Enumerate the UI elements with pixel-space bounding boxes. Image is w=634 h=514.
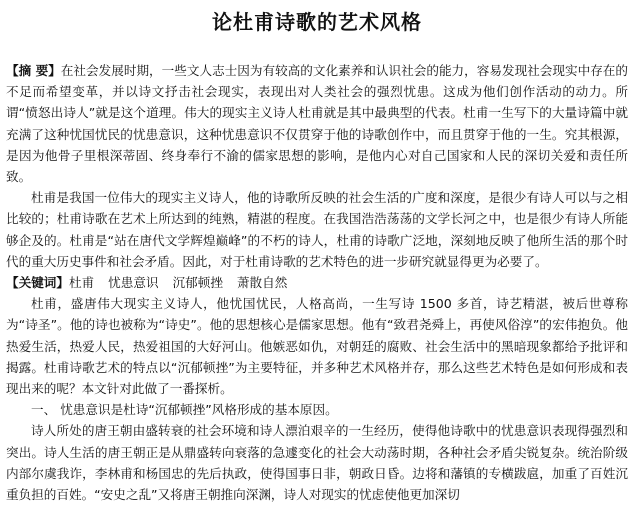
body-paragraph: 诗人所处的唐王朝由盛转衰的社会环境和诗人漂泊艰辛的一生经历，使得他诗歌中的忧患意识表现得强烈和突出。诗人生活的唐王朝正是从鼎盛转向衰落的急遽变化的社会大动荡时期，各种社会矛盾尖锐复杂。统治阶级内部尔虞我诈，李林甫和杨国忠的先后执政，使得国事日非，朝政日昏。边将和藩镇的专横跋扈，加重了百姓沉重负担的百姓。“安史之乱”又将唐王朝推向深渊，诗人对现实的忧虑使他更加深切 (6, 423, 628, 503)
intro-paragraph: 杜甫是我国一位伟大的现实主义诗人，他的诗歌所反映的社会生活的广度和深度，是很少有诗人可以与之相比较的；杜甫诗歌在艺术上所达到的纯熟，精湛的程度。在我国浩浩荡荡的文学长河之中，也是很少有诗人所能够企及的。杜甫是“站在唐代文学辉煌巅峰”的不朽的诗人，杜甫的诗歌广泛地，深刻地反映了他所生活的那个时代的重大历史事件和社会矛盾。因此，对于杜甫诗歌的艺术特色的进一步研究就显得更为必要了。 (6, 190, 628, 269)
abstract-text: 在社会发展时期，一些文人志士因为有较高的文化素养和认识社会的能力，容易发现社会现实中存在的不足而希望变革，并以诗文抒击社会现实，表现出对人类社会的强烈忧患。这成为他们创作活动的动力。所谓“愤怒出诗人”就是这个道理。伟大的现实主义诗人杜甫就是其中最典型的代表。杜甫一生写下的大量诗篇中就充满了这种忧国忧民的忧患意识，这种忧患意识不仅贯穿于他的诗歌创作中，而且贯穿于他的一生。究其根源，是因为他骨子里根深蒂固、终身奉行不渝的儒家思想的影响，是他内心对自己国家和人民的深切关爱和责任所致。 (6, 63, 628, 185)
keywords-line (6, 272, 628, 293)
abstract-paragraph (6, 60, 628, 187)
section-heading: 一、 忧患意识是杜诗“沉郁顿挫”风格形成的基本原因。 (31, 402, 338, 418)
keywords-label: 【关键词】 (6, 275, 69, 291)
keyword-item: 杜甫 (68, 275, 95, 291)
page-title: 论杜甫诗歌的艺术风格 (212, 10, 422, 34)
abstract-label: 【摘 要】 (6, 63, 61, 78)
body-paragraph: 杜甫，盛唐伟大现实主义诗人，他忧国忧民，人格高尚，一生写诗 1500 多首，诗艺精湛，被后世尊称为“诗圣”。他的诗也被称为“诗史”。他的思想核心是儒家思想。他有“致君尧舜上，再使风俗淳”的宏伟抱负。他热爱生活，热爱人民，热爱祖国的大好河山。他嫉恶如仇，对朝廷的腐败、社会生活中的黑暗现象都给予批评和揭露。杜甫诗歌艺术的特点以“沉郁顿挫”为主要特征，并多种艺术风格并存，那么这些艺术特色是如何形成和表现出来的呢？本文针对此做了一番探析。 (6, 296, 628, 397)
document-body (6, 60, 628, 505)
keyword-item: 萧散自然 (236, 275, 288, 291)
keyword-item: 忧患意识 (108, 275, 159, 291)
keyword-item: 沉郁顿挫 (172, 275, 223, 291)
